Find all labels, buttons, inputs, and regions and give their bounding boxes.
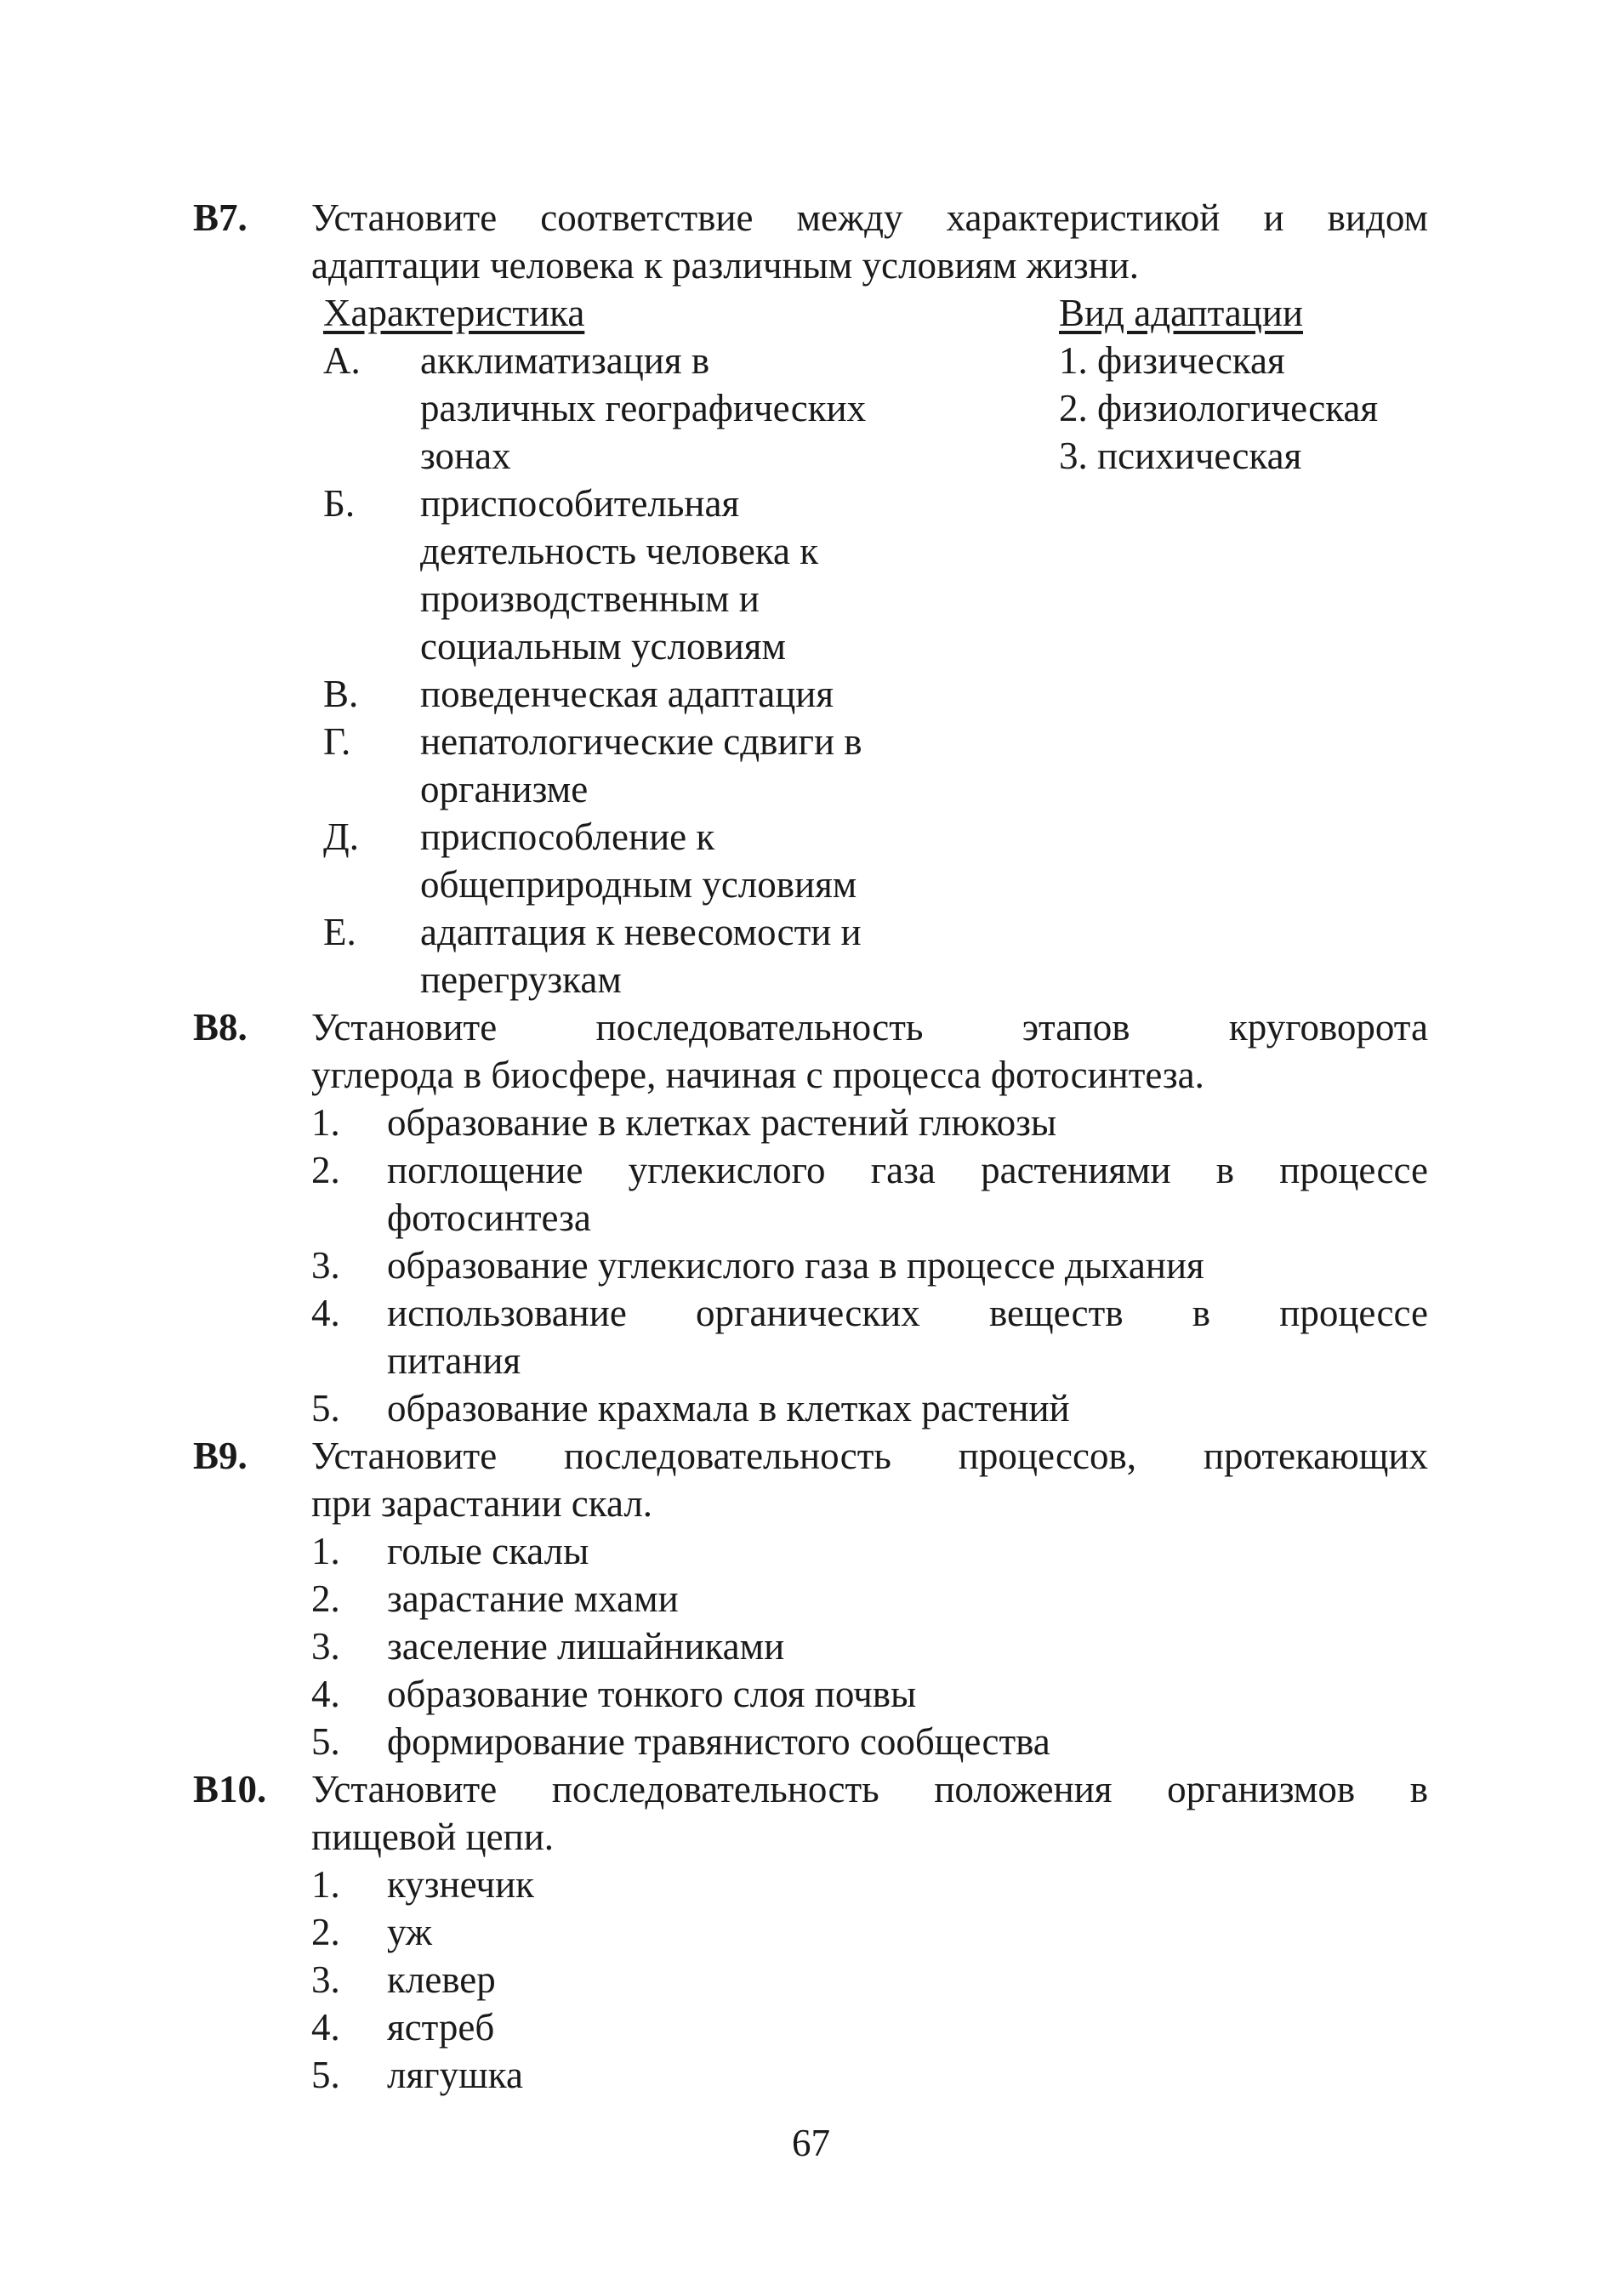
list-item-number: 5. [311,1387,340,1429]
list-item: образование крахмала в клетках растений [387,1387,1070,1429]
question-b7-text [311,194,1428,289]
characteristic-g-line: непатологические сдвиги в [420,720,862,763]
characteristic-d-line: общеприродным условиям [420,863,857,906]
characteristic-letter-g: Г. [323,720,351,763]
characteristic-b-line: деятельность человека к [420,530,819,572]
characteristic-g [420,718,862,813]
list-item: зарастание мхами [387,1577,679,1620]
characteristic-v [420,670,834,718]
list-item-number: 4. [311,1292,340,1334]
characteristic-b-line: приспособительная [420,482,740,525]
column-heading-characteristic: Характеристика [323,292,585,334]
list-item: заселение лишайниками [387,1625,785,1668]
characteristic-d-line: приспособление к [420,816,715,858]
question-b9-text [311,1432,1428,1527]
characteristic-e-line: перегрузкам [420,958,622,1001]
list-item-number: 4. [311,2006,340,2049]
characteristic-a-line: различных географических [420,387,867,429]
characteristic-g-line: организме [420,768,589,810]
list-item-number: 2. [311,1149,340,1191]
question-b10-line-2: пищевой цепи. [311,1816,555,1858]
characteristic-letter-b: Б. [323,482,356,525]
column-heading-adaptation-type: Вид адаптации [1059,292,1304,334]
list-item-line: использование органических веществ в процессе [387,1292,1428,1334]
question-b10-line-1: Установите последовательность положения организмов в [311,1768,1428,1810]
adaptation-type-item: 3. психическая [1059,435,1302,477]
question-b8-text [311,1003,1428,1099]
list-item: формирование травянистого сообщества [387,1720,1050,1763]
characteristic-b-line: социальным условиям [420,625,786,668]
characteristic-e [420,908,862,1003]
list-item: лягушка [387,2054,523,2096]
list-item-line: питания [387,1339,521,1382]
list-item-number: 3. [311,1244,340,1287]
list-item-line: поглощение углекислого газа растениями в процессе [387,1149,1428,1191]
characteristic-b [420,480,818,670]
adaptation-type-item: 2. физиологическая [1059,387,1379,429]
list-item-number: 5. [311,1720,340,1763]
list-item-number: 1. [311,1530,340,1572]
question-b8-label: В8. [193,1006,248,1049]
question-b10-label: В10. [193,1768,267,1810]
list-item: образование тонкого слоя почвы [387,1673,917,1715]
list-item-line: фотосинтеза [387,1196,591,1239]
list-item-number: 3. [311,1958,340,2001]
question-b7-line-1: Установите соответствие между характеристикой и видом [311,196,1428,239]
list-item: кузнечик [387,1863,535,1906]
question-b7-label: В7. [193,196,248,239]
list-item-number: 2. [311,1911,340,1953]
list-item [387,1289,1428,1384]
list-item: клевер [387,1958,496,2001]
list-item: ястреб [387,2006,495,2049]
list-item-number: 3. [311,1625,340,1668]
characteristic-v-line: поведенческая адаптация [420,673,834,715]
list-item: образование в клетках растений глюкозы [387,1101,1057,1144]
characteristic-e-line: адаптация к невесомости и [420,911,862,953]
list-item: голые скалы [387,1530,589,1572]
adaptation-type-item: 1. физическая [1059,339,1285,382]
question-b9-label: В9. [193,1435,248,1477]
question-b7-line-2: адаптации человека к различным условиям жизни. [311,244,1140,287]
characteristic-letter-v: В. [323,673,359,715]
characteristic-a-line: зонах [420,435,511,477]
question-b8-line-1: Установите последовательность этапов круговорота [311,1006,1428,1049]
characteristic-a [420,337,866,480]
characteristic-letter-a: А. [323,339,361,382]
list-item-number: 1. [311,1863,340,1906]
question-b8-line-2: углерода в биосфере, начиная с процесса фотосинтеза. [311,1054,1204,1096]
list-item-number: 4. [311,1673,340,1715]
question-b10-text [311,1765,1428,1861]
characteristic-b-line: производственным и [420,577,760,620]
characteristic-a-line: акклиматизация в [420,339,710,382]
list-item: уж [387,1911,432,1953]
question-b9-line-1: Установите последовательность процессов, протекающих [311,1435,1428,1477]
characteristic-d [420,813,857,908]
adaptation-type-list [1059,337,1378,480]
list-item-number: 2. [311,1577,340,1620]
list-item: образование углекислого газа в процессе дыхания [387,1244,1204,1287]
list-item-number: 5. [311,2054,340,2096]
characteristic-letter-d: Д. [323,816,359,858]
list-item [387,1146,1428,1242]
question-b9-line-2: при зарастании скал. [311,1482,653,1525]
page-number: 67 [792,2122,830,2164]
list-item-number: 1. [311,1101,340,1144]
characteristic-letter-e: Е. [323,911,356,953]
